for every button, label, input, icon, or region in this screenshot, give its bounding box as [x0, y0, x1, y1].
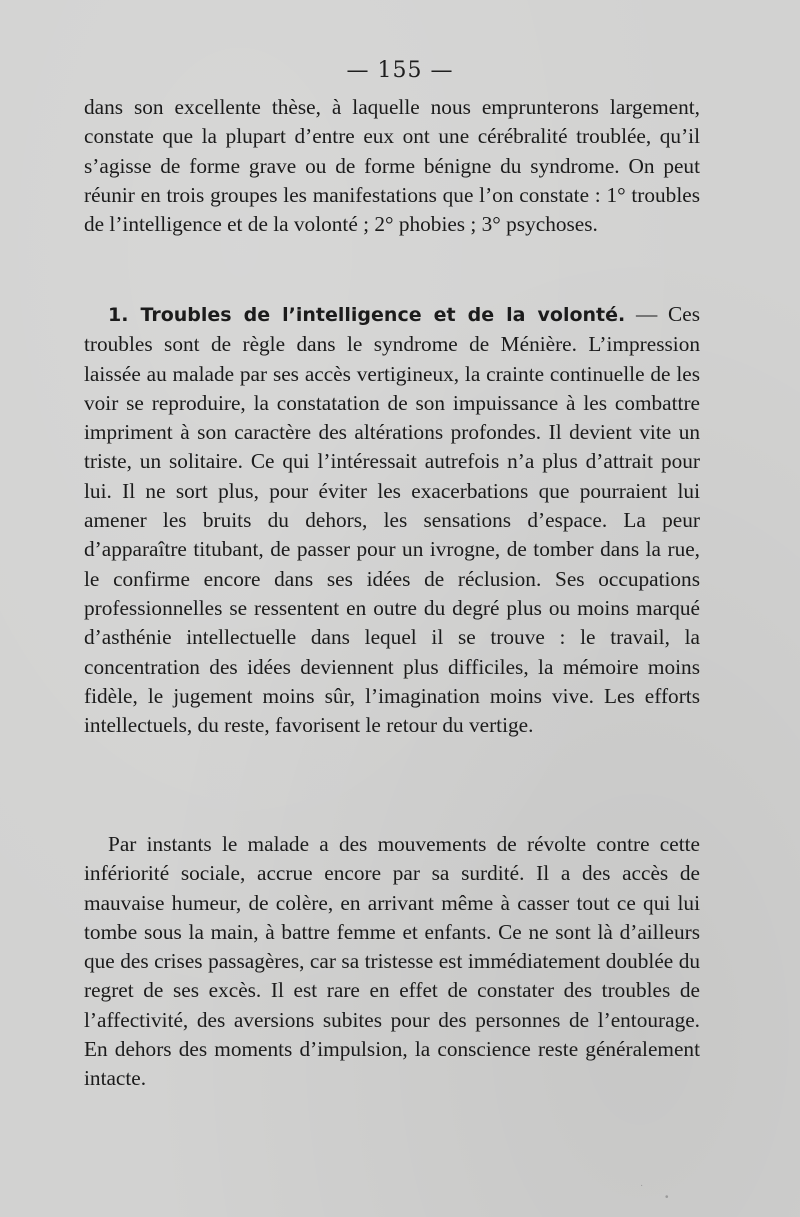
paragraph-1: dans son excellente thèse, à laquelle nous emprunterons largement, constate que la plupart d’entre eux ont une cérébralité troublée, qu’il s’agisse de forme grave ou de forme bénigne du syndrome. On peut réunir en trois groupes les manifestations que l’on constate : 1° troubles de l’intelligence et de la volonté ; 2° phobies ; 3° psychoses.: [84, 95, 700, 237]
paragraph-2-body: — Ces troubles sont de règle dans le syndrome de Ménière. L’impression laissée au malade par ses accès vertigineux, la crainte continuelle de les voir se reproduire, la constatation de son impuissance à les combattre impriment à son caractère des altérations profondes. Il devient vite un triste, un solitaire. Ce qui l’intéressait autrefois n’a plus d’attrait pour lui. Il ne sort plus, pour éviter les exacerbations que pourraient lui amener les bruits du dehors, les sensations d’espace. La peur d’apparaître titubant, de passer pour un ivrogne, de tomber dans la rue, le confirme encore dans ses idées de réclusion. Ses occupations professionnelles se ressentent en outre du degré plus ou moins marqué d’asthénie intellectuelle dans lequel il se trouve : le travail, la concentration des idées deviennent plus difficiles, la mémoire moins fidèle, le jugement moins sûr, l’imagination moins vive. Les efforts intellectuels, du reste, favorisent le retour du vertige.: [84, 302, 700, 738]
paper-speck: •: [665, 1192, 669, 1203]
paragraph-3: Par instants le malade a des mouvements de révolte contre cette infériorité sociale, accrue encore par sa surdité. Il a des accès de mauvaise humeur, de colère, en arrivant même à casser tout ce qui lui tombe sous la main, à battre femme et enfants. Ce ne sont là d’ailleurs que des crises passagères, car sa tristesse est immédiatement doublée du regret de ses excès. Il est rare en effet de constater des troubles de l’affectivité, des aversions subites pour des personnes de l’entourage. En dehors des moments d’impulsion, la conscience reste généralement intacte.: [84, 832, 700, 1091]
page-number: — 155 —: [346, 58, 454, 83]
paper-speck: ·: [640, 1180, 644, 1191]
paragraph-2: [84, 300, 700, 740]
section-heading: 1. Troubles de l’intelligence et de la volonté.: [108, 304, 626, 326]
